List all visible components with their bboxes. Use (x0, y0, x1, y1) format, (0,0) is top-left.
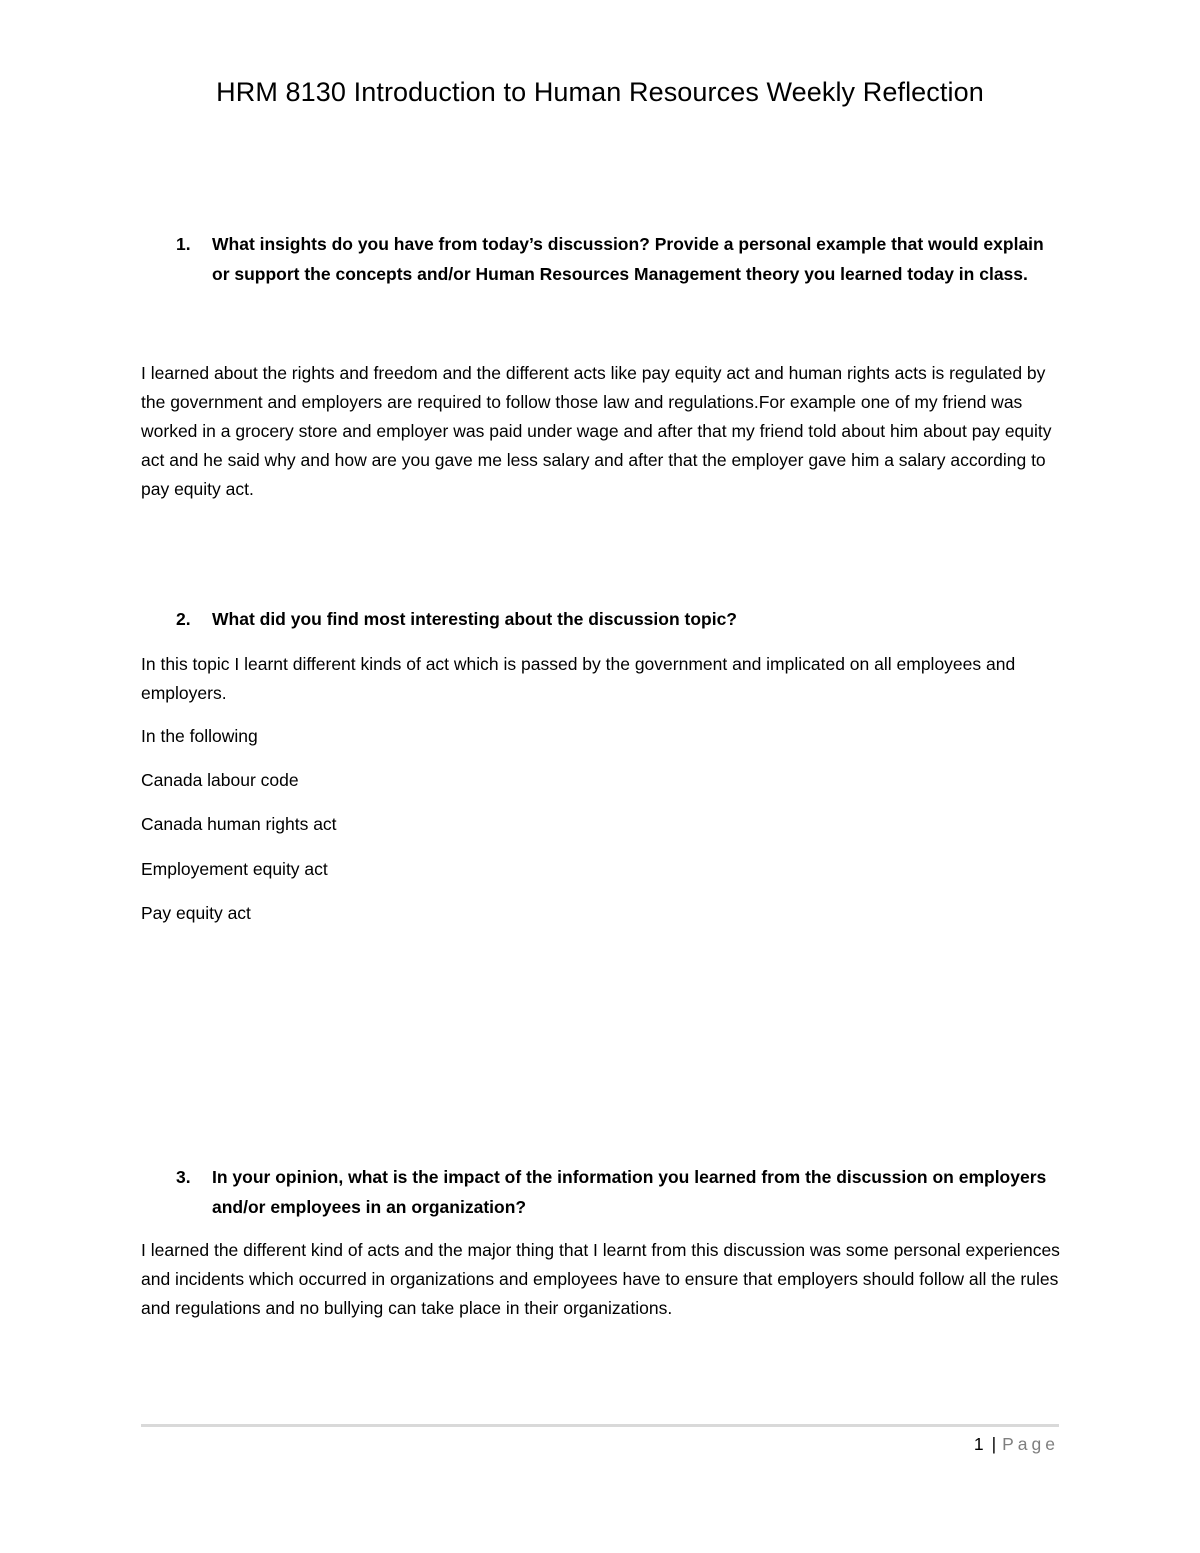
answer-2-list-item: Canada human rights act (141, 814, 337, 834)
page-footer (974, 1431, 1059, 1457)
answer-2-list-item: Employement equity act (141, 859, 328, 879)
page-separator: | (991, 1434, 997, 1454)
question-1 (176, 229, 1056, 289)
question-3-number: 3. (176, 1167, 191, 1187)
answer-3-paragraph: I learned the different kind of acts and the major thing that I learnt from this discussion was some personal experiences and incidents which occurred in organizations and employees have to ensure that employers should follow all the rules and regulations and no bullying can take place in their organizations. (141, 1240, 1060, 1318)
question-1-number: 1. (176, 234, 191, 254)
footer-divider (141, 1424, 1059, 1427)
answer-2-list-intro: In the following (141, 726, 258, 746)
answer-1-paragraph: I learned about the rights and freedom and the different acts like pay equity act and human rights acts is regulated by the government and employers are required to follow those law and regulations.For example one of my friend was worked in a grocery store and employer was paid under wage and after that my friend told about him about pay equity act and he said why and how are you gave me less salary and after that the employer gave him a salary according to pay equity act. (141, 363, 1052, 499)
question-2-number: 2. (176, 609, 191, 629)
question-2 (176, 604, 1056, 634)
answer-2-list-item: Pay equity act (141, 903, 251, 923)
question-3 (176, 1162, 1056, 1222)
page-label: Page (1002, 1434, 1059, 1454)
page-number: 1 (973, 1434, 984, 1454)
question-3-text: In your opinion, what is the impact of the information you learned from the discussion on employers and/or employees in an organization? (212, 1167, 1047, 1217)
question-1-text: What insights do you have from today’s discussion? Provide a personal example that would explain or support the concepts and/or Human Resources Management theory you learned today in class. (212, 234, 1044, 284)
document-title: HRM 8130 Introduction to Human Resources Weekly Reflection (216, 77, 984, 107)
question-2-text: What did you find most interesting about the discussion topic? (212, 609, 737, 629)
answer-2-paragraph: In this topic I learnt different kinds of act which is passed by the government and implicated on all employees and employers. (141, 654, 1016, 703)
answer-2-list-item: Canada labour code (141, 770, 299, 790)
